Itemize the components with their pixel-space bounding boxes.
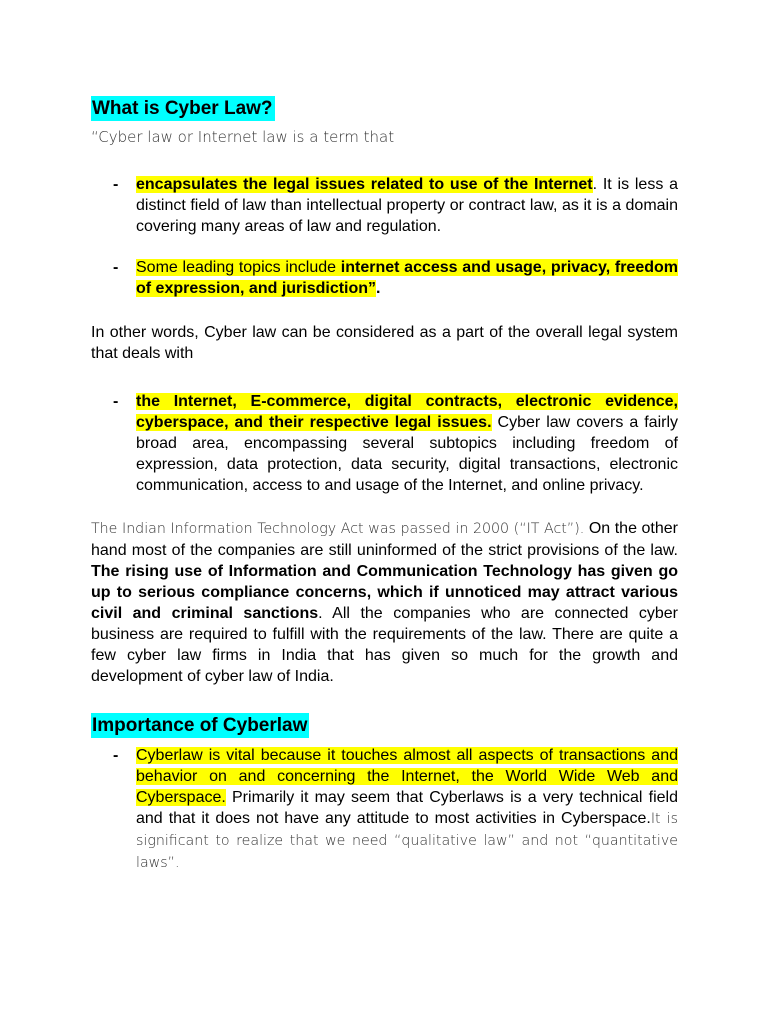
bullet-encapsulates <box>91 174 678 237</box>
bullet-leading-topics-end: . <box>376 280 381 297</box>
bullet-internet-ecommerce-bold: the Internet, E-commerce, digital contracts, electronic evidence, cyberspace, and their respective legal issues. <box>136 393 678 431</box>
bullet-leading-topics-text <box>136 259 678 297</box>
bullet-leading-topics-plain: Some leading topics include <box>136 259 341 276</box>
intro-line: “Cyber law or Internet law is a term that <box>91 128 395 146</box>
it-act-text-1: On the other hand most of the companies are still uninformed of the strict provisions of the law. <box>91 520 678 559</box>
document-body <box>91 96 678 874</box>
bullet-encapsulates-text: . It is less a distinct field of law than intellectual property or contract law, as it is a domain covering many areas of law and regulation. <box>136 176 678 235</box>
bullet-dash: - <box>113 393 119 410</box>
bullet-dash: - <box>113 747 119 764</box>
bullet-cyberlaw-vital-text: Primarily it may seem that Cyberlaws is a very technical field and that it does not have any attitude to most activities in Cyberspace. <box>136 789 678 827</box>
heading-importance-of-cyberlaw: Importance of Cyberlaw <box>92 715 308 736</box>
bullet-internet-ecommerce <box>91 391 678 496</box>
it-act-bold: The rising use of Information and Communication Technology has given go up to serious compliance concerns, which if unnoticed may attract various civil and criminal sanctions <box>91 563 678 622</box>
bullet-dash: - <box>113 259 119 276</box>
bullet-cyberlaw-vital-highlight: Cyberlaw is vital because it touches almost all aspects of transactions and behavior on and concerning the Internet, the World Wide Web and Cyberspace. <box>136 747 678 806</box>
section-what-is-cyber-law <box>91 96 678 121</box>
heading-what-is-cyber-law: What is Cyber Law? <box>92 98 273 119</box>
bullet-dash: - <box>113 176 119 193</box>
section-importance <box>91 713 678 738</box>
paragraph-other-words: In other words, Cyber law can be considered as a part of the overall legal system that deals with <box>91 324 678 362</box>
bullet-internet-ecommerce-text: Cyber law covers a fairly broad area, encompassing several subtopics including freedom of expression, data protection, data security, digital transactions, electronic communication, access to and usage of the Internet, and online privacy. <box>136 414 679 494</box>
paragraph-it-act <box>91 518 678 687</box>
bullet-cyberlaw-vital-light: It is significant to realize that we need “qualitative law” and not “quantitative laws”. <box>136 811 678 871</box>
it-act-text-2: . All the companies who are connected cyber business are required to fulfill with the requirements of the law. There are quite a few cyber law firms in India that has given so much for the growth and development of cyber law of India. <box>91 605 679 685</box>
bullet-encapsulates-bold: encapsulates the legal issues related to use of the Internet <box>136 176 593 193</box>
it-act-light-text: The Indian Information Technology Act was passed in 2000 (“IT Act”). <box>91 521 585 537</box>
bullet-leading-topics <box>91 257 678 299</box>
bullet-leading-topics-bold: internet access and usage, privacy, freedom of expression, and jurisdiction” <box>136 259 678 297</box>
bullet-cyberlaw-vital <box>91 745 678 874</box>
